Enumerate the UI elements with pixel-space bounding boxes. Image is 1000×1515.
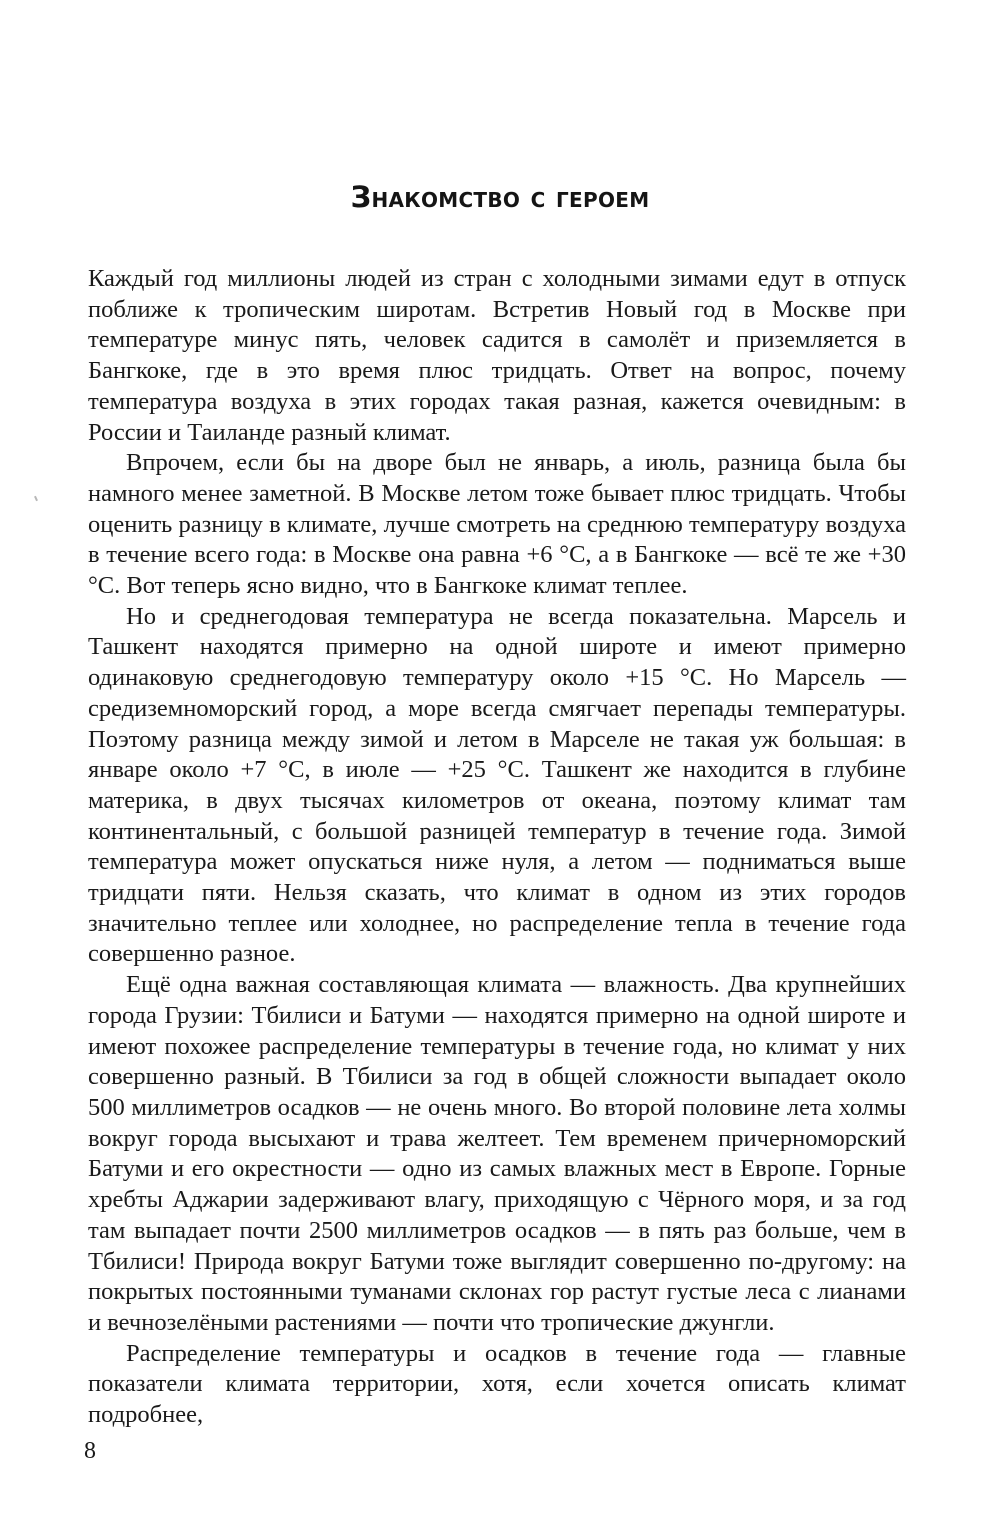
chapter-title: Знакомство с героем — [350, 180, 650, 214]
page-number: 8 — [84, 1438, 96, 1464]
scan-speck — [34, 496, 38, 501]
paragraph: Впрочем, если бы на дворе был не январь, а июль, разница была бы намного менее заметной. В Москве летом тоже бывает плюс тридцать. Чтобы оценить разницу в климате, лучше смотреть на среднюю температуру воздуха в течение всего года: в Москве она равна +6 °C, а в Бангкоке — всё те же +30 °C. Вот теперь ясно видно, что в Бангкоке климат теплее. — [88, 449, 906, 600]
paragraph: Распределение температуры и осадков в течение года — главные показатели климата территории, хотя, если хочется описать климат подробнее, — [88, 1339, 906, 1429]
paragraph: Каждый год миллионы людей из стран с холодными зимами едут в отпуск поближе к тропическим широтам. Встретив Новый год в Москве при температуре минус пять, человек садится в самолёт и приземляется в Бангкоке, где в это время плюс тридцать. Ответ на вопрос, почему температура воздуха в этих городах такая разная, кажется очевидным: в России и Таиланде разный климат. — [88, 265, 906, 446]
body-text — [88, 264, 906, 1431]
paragraph: Но и среднегодовая температура не всегда показательна. Марсель и Ташкент находятся примерно на одной широте и имеют примерно одинаковую среднегодовую температуру около +15 °C. Но Марсель — средиземноморский город, а море всегда смягчает перепады температуры. Поэтому разница между зимой и летом в Марселе не такая уж большая: в январе около +7 °C, в июле — +25 °C. Ташкент же находится в глубине материка, в двух тысячах километров от океана, поэтому климат там континентальный, с большой разницей температур в течение года. Зимой температура может опускаться ниже нуля, а летом — подниматься выше тридцати пяти. Нельзя сказать, что климат в одном из этих городов значительно теплее или холоднее, но распределение тепла в течение года совершенно разное. — [88, 602, 906, 968]
paragraph: Ещё одна важная составляющая климата — влажность. Два крупнейших города Грузии: Тбилиси и Батуми — находятся примерно на одной широте и имеют похожее распределение температуры в течение года, но климат у них совершенно разный. В Тбилиси за год в общей сложности выпадает около 500 миллиметров осадков — не очень много. Во второй половине лета холмы вокруг города высыхают и трава желтеет. Тем временем причерноморский Батуми и его окрестности — одно из самых влажных мест в Европе. Горные хребты Аджарии задерживают влагу, приходящую с Чёрного моря, и за год там выпадает почти 2500 миллиметров осадков — в пять раз больше, чем в Тбилиси! Природа вокруг Батуми тоже выглядит совершенно по-другому: на покрытых постоянными туманами склонах гор растут густые леса с лианами и вечнозелёными растениями — почти что тропические джунгли. — [88, 971, 906, 1336]
